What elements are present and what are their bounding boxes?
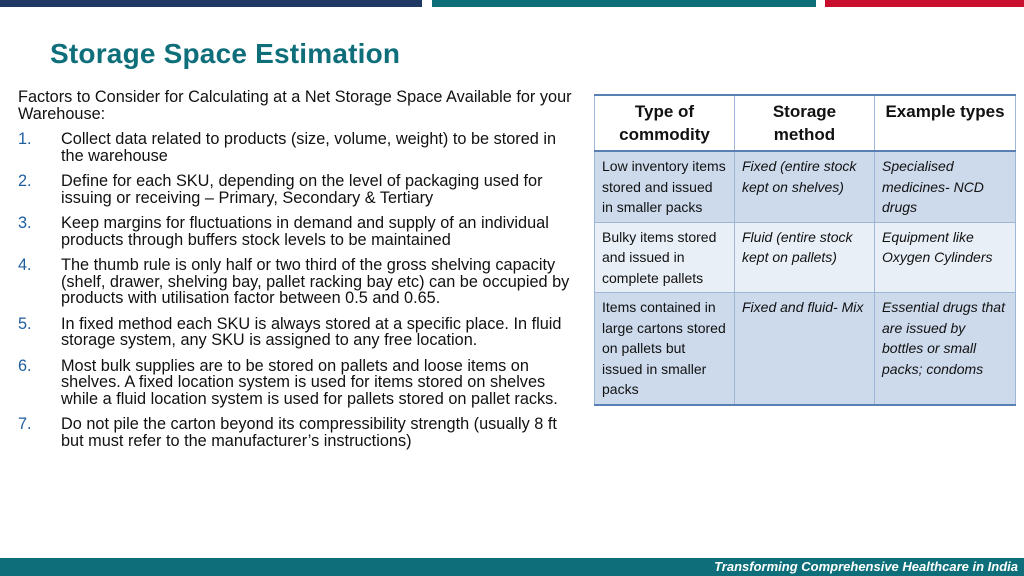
footer-bar <box>0 558 1024 576</box>
list-text: In fixed method each SKU is always stored at a specific place. In fluid storage system, any SKU is assigned to any free location. <box>61 314 562 349</box>
table-cell: Fluid (entire stock kept on pallets) <box>735 222 875 293</box>
list-number: 1. <box>18 130 32 148</box>
header-type-of-commodity: Type of commodity <box>595 95 735 151</box>
list-text: Do not pile the carton beyond its compressibility strength (usually 8 ft but must refer to the manufacturer’s instructions) <box>61 415 557 450</box>
list-number: 7. <box>18 415 32 433</box>
slide-title: Storage Space Estimation <box>50 38 401 69</box>
list-number: 2. <box>18 172 32 190</box>
storage-table <box>594 94 1016 406</box>
table-cell: Fixed (entire stock kept on shelves) <box>735 151 875 222</box>
top-bar-navy <box>0 0 422 7</box>
list-number: 3. <box>18 214 32 232</box>
list-text: Collect data related to products (size, volume, weight) to be stored in the warehouse <box>61 130 557 165</box>
list-text: Keep margins for fluctuations in demand and supply of an individual products through buffers stock levels to be maintained <box>61 214 549 249</box>
list-number: 4. <box>18 256 32 274</box>
list-item <box>18 173 578 206</box>
table-row <box>595 222 1016 293</box>
table-header-row <box>595 95 1016 151</box>
header-storage-method: Storage method <box>735 95 875 151</box>
header-example-types: Example types <box>875 95 1016 151</box>
steps-list <box>18 131 578 458</box>
list-item <box>18 416 578 449</box>
list-item <box>18 316 578 349</box>
table-cell: Specialised medicines- NCD drugs <box>875 151 1016 222</box>
list-item <box>18 131 578 164</box>
list-number: 6. <box>18 356 32 375</box>
list-text: Define for each SKU, depending on the level of packaging used for issuing or receiving – Primary, Secondary & Tertiary <box>61 172 543 207</box>
table-cell: Items contained in large cartons stored on pallets but issued in smaller packs <box>595 293 735 405</box>
list-text: Most bulk supplies are to be stored on pallets and loose items on shelves. A fixed location system is used for items stored on shelves while a fluid location system is used for pallets stored on pallet racks. <box>61 356 558 408</box>
top-bar-teal <box>432 0 816 7</box>
table-cell: Bulky items stored and issued in complete pallets <box>595 222 735 293</box>
list-text: The thumb rule is only half or two third of the gross shelving capacity (shelf, drawer, shelving bay, pallet racking bay etc) can be occupied by products with utilisation factor between 0.5 and 0.65. <box>61 256 570 307</box>
list-item <box>18 257 578 307</box>
intro-text: Factors to Consider for Calculating at a Net Storage Space Available for your Warehouse: <box>18 88 572 123</box>
table-cell: Fixed and fluid- Mix <box>735 293 875 405</box>
footer-tagline: Transforming Comprehensive Healthcare in India <box>714 559 1018 574</box>
table-cell: Essential drugs that are issued by bottles or small packs; condoms <box>875 293 1016 405</box>
list-number: 5. <box>18 314 32 333</box>
table-cell: Low inventory items stored and issued in smaller packs <box>595 151 735 222</box>
list-item <box>18 358 578 408</box>
table-cell: Equipment like Oxygen Cylinders <box>875 222 1016 293</box>
list-item <box>18 215 578 248</box>
table-row <box>595 151 1016 222</box>
top-bar-red <box>825 0 1024 7</box>
table-row <box>595 293 1016 405</box>
